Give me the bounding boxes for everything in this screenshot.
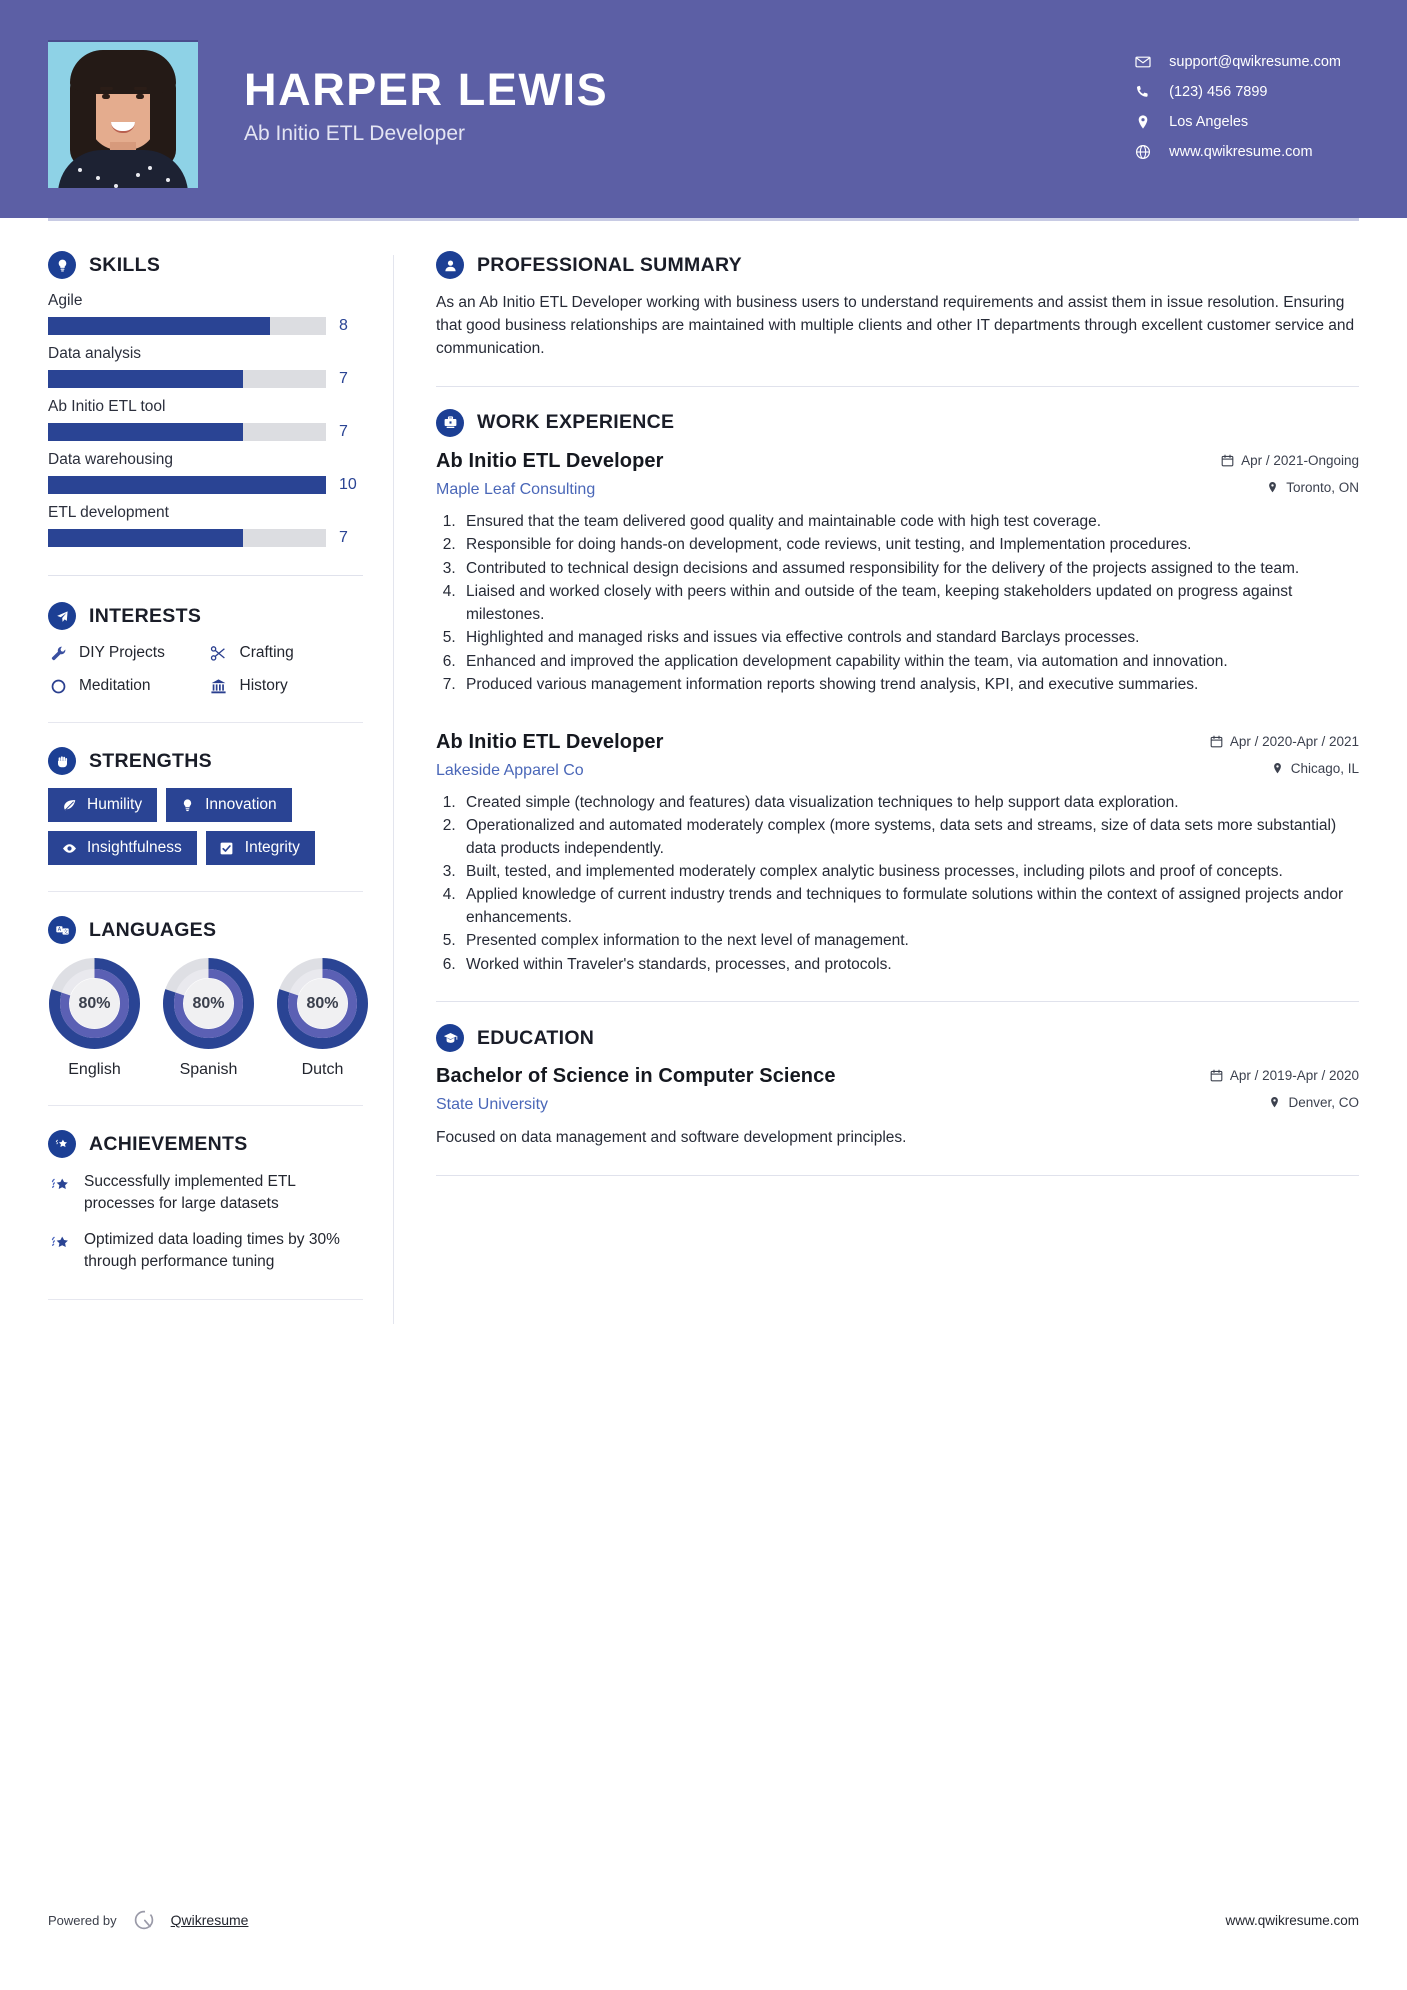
strength-pill-insightfulness	[48, 831, 197, 865]
paper-plane-icon	[48, 602, 76, 630]
education-location-text: Denver, CO	[1288, 1095, 1359, 1111]
language-label: Dutch	[301, 1061, 344, 1078]
school-name: State University	[436, 1096, 549, 1114]
strength-label: Insightfulness	[87, 839, 182, 856]
job-duty: 4. Applied knowledge of current industry trends and techniques to formulate solutions within the context of assigned projects andor enhancements.	[460, 884, 1359, 929]
skill-bar	[48, 476, 326, 494]
skill-label: Ab Initio ETL tool	[48, 398, 166, 415]
job-location	[1266, 480, 1359, 495]
contact-website-value: www.qwikresume.com	[1169, 144, 1313, 160]
job-duty: 6. Enhanced and improved the application development capability within the team, via automation and innovation.	[460, 651, 1359, 673]
skill-value: 7	[339, 529, 348, 546]
skill-bar	[48, 423, 326, 441]
language-donut	[276, 957, 369, 1050]
resume-header	[0, 0, 1407, 218]
job-duties	[460, 792, 1359, 977]
skill-value: 10	[339, 476, 357, 493]
interest-label: DIY Projects	[79, 644, 165, 661]
section-interests	[48, 602, 363, 696]
skill-item	[48, 451, 363, 494]
education-description: Focused on data management and software development principles.	[436, 1129, 907, 1147]
wrench-icon	[48, 643, 68, 663]
contact-phone[interactable]	[1135, 84, 1341, 100]
strengths-list	[48, 788, 363, 865]
job-duty: 5. Presented complex information to the next level of management.	[460, 930, 1359, 952]
map-pin-icon	[1266, 481, 1279, 494]
divider	[436, 386, 1359, 387]
footer	[48, 1906, 1359, 1934]
skill-item	[48, 504, 363, 547]
strength-pill-innovation	[166, 788, 292, 822]
section-title-experience: WORK EXPERIENCE	[477, 411, 675, 434]
job-duty: 4. Liaised and worked closely with peers within and outside of the team, keeping stakeholders updated on progress against milestones.	[460, 581, 1359, 626]
section-title-languages: LANGUAGES	[89, 918, 217, 941]
envelope-icon	[1135, 54, 1151, 70]
section-title-strengths: STRENGTHS	[89, 749, 212, 772]
skill-label: ETL development	[48, 504, 169, 521]
education-entry	[436, 1065, 1359, 1149]
job-dates-text: Apr / 2020-Apr / 2021	[1229, 733, 1359, 749]
leaf-icon	[60, 796, 78, 814]
star-icon	[48, 1173, 72, 1197]
circle-icon	[48, 676, 68, 696]
divider	[436, 1175, 1359, 1176]
education-dates	[1210, 1068, 1359, 1083]
skill-bar-fill	[48, 529, 243, 547]
main-column	[394, 221, 1359, 1324]
language-percent: 80%	[78, 994, 111, 1012]
job-duty: 5. Highlighted and managed risks and issues via effective controls and standard Barclays processes.	[460, 627, 1359, 649]
job-location-text: Toronto, ON	[1286, 479, 1359, 495]
bank-icon	[209, 676, 229, 696]
avatar	[48, 40, 198, 188]
contact-website[interactable]	[1135, 144, 1341, 160]
language-item	[276, 957, 369, 1079]
job-duty: 2. Operationalized and automated moderately complex (more systems, data sets and streams, size of data sets more substantial) data products independently.	[460, 815, 1359, 860]
section-achievements	[48, 1130, 363, 1273]
interest-item	[48, 643, 203, 663]
education-dates-text: Apr / 2019-Apr / 2020	[1229, 1068, 1359, 1084]
calendar-icon	[1221, 454, 1234, 467]
svg-text:文: 文	[62, 928, 68, 935]
skill-bar	[48, 529, 326, 547]
interest-item	[48, 676, 203, 696]
qwikresume-brand-link[interactable]: Qwikresume	[170, 1912, 249, 1928]
achievement-item	[48, 1171, 363, 1215]
section-title-skills: SKILLS	[89, 253, 161, 276]
job-role-subtitle: Ab Initio ETL Developer	[244, 122, 466, 146]
briefcase-icon	[436, 409, 464, 437]
phone-icon	[1135, 84, 1151, 100]
job-location	[1271, 761, 1359, 776]
section-title-achievements: ACHIEVEMENTS	[89, 1132, 248, 1155]
location-pin-icon	[1135, 114, 1151, 130]
job-company: Lakeside Apparel Co	[436, 761, 584, 779]
translate-icon	[48, 916, 76, 944]
svg-text:A: A	[57, 926, 61, 933]
language-item	[162, 957, 255, 1079]
job-duty: 3. Contributed to technical design decisions and assumed responsibility for the delivery of the projects assigned to the team.	[460, 558, 1359, 580]
skill-item	[48, 345, 363, 388]
skill-bar-fill	[48, 423, 243, 441]
spacer	[436, 703, 1359, 731]
degree-title: Bachelor of Science in Computer Science	[436, 1065, 836, 1088]
skill-bar-fill	[48, 317, 270, 335]
skill-bar-fill	[48, 476, 326, 494]
section-work-experience	[436, 409, 1359, 977]
user-circle-icon	[436, 251, 464, 279]
language-label: English	[68, 1061, 121, 1078]
job-duty: 3. Built, tested, and implemented moderately complex analytic business processes, including pilots and proof of concepts.	[460, 861, 1359, 883]
interest-item	[209, 676, 364, 696]
contact-email[interactable]	[1135, 54, 1341, 70]
skill-bar	[48, 317, 326, 335]
section-professional-summary	[436, 251, 1359, 361]
job-duty: 1. Ensured that the team delivered good quality and maintainable code with high test coverage.	[460, 511, 1359, 533]
job-entry	[436, 450, 1359, 697]
section-languages	[48, 916, 363, 1079]
job-entry	[436, 731, 1359, 977]
language-percent: 80%	[192, 994, 225, 1012]
summary-text: As an Ab Initio ETL Developer working with business users to understand requirements and assist them in issue resolution. Ensuring that good business relationships are maintained with multiple clients and other IT departments through excellent customer service and communication.	[436, 294, 1355, 357]
fist-icon	[48, 747, 76, 775]
section-title-education: EDUCATION	[477, 1026, 595, 1049]
strength-pill-integrity	[206, 831, 315, 865]
skill-item	[48, 398, 363, 441]
language-label: Spanish	[179, 1061, 238, 1078]
job-dates-text: Apr / 2021-Ongoing	[1241, 452, 1359, 468]
job-duty: 7. Produced various management information reports showing trend analysis, KPI, and executive summaries.	[460, 674, 1359, 696]
achievements-list	[48, 1171, 363, 1273]
education-list	[436, 1065, 1359, 1149]
skill-value: 7	[339, 423, 348, 440]
bulb-icon	[178, 796, 196, 814]
language-item	[48, 957, 141, 1079]
star-badge-icon	[48, 1130, 76, 1158]
divider	[48, 722, 363, 723]
job-duty: 1. Created simple (technology and features) data visualization techniques to help support data exploration.	[460, 792, 1359, 814]
eye-icon	[60, 839, 78, 857]
check-square-icon	[218, 839, 236, 857]
powered-by-label: Powered by	[48, 1912, 117, 1928]
interest-label: Meditation	[79, 677, 151, 694]
job-location-text: Chicago, IL	[1290, 760, 1359, 776]
contact-email-value: support@qwikresume.com	[1169, 54, 1341, 70]
language-donut	[162, 957, 255, 1050]
identity-block	[244, 63, 609, 153]
interests-grid	[48, 643, 363, 696]
achievement-item	[48, 1229, 363, 1273]
graduation-cap-icon	[436, 1024, 464, 1052]
contact-location	[1135, 114, 1341, 130]
strength-label: Integrity	[244, 839, 300, 856]
strength-label: Innovation	[205, 796, 277, 813]
job-dates	[1210, 734, 1359, 749]
skill-label: Data warehousing	[48, 451, 173, 468]
divider	[48, 1105, 363, 1106]
skill-bar	[48, 370, 326, 388]
section-skills	[48, 251, 363, 547]
map-pin-icon	[1268, 1096, 1281, 1109]
contact-list	[1135, 54, 1359, 164]
page-title: HARPER LEWIS	[244, 63, 609, 115]
job-title: Ab Initio ETL Developer	[436, 730, 664, 753]
achievement-text: Successfully implemented ETL processes for large datasets	[84, 1173, 296, 1212]
star-icon	[48, 1231, 72, 1255]
skills-list	[48, 292, 363, 547]
job-duty: 6. Worked within Traveler's standards, processes, and protocols.	[460, 954, 1359, 976]
strength-label: Humility	[87, 796, 143, 813]
globe-icon	[1135, 144, 1151, 160]
job-dates	[1221, 453, 1359, 468]
lightbulb-icon	[48, 251, 76, 279]
scissors-icon	[209, 643, 229, 663]
interest-item	[209, 643, 364, 663]
interest-label: Crafting	[239, 644, 294, 661]
section-strengths	[48, 747, 363, 865]
language-donut	[48, 957, 141, 1050]
section-title-interests: INTERESTS	[89, 604, 202, 627]
skill-item	[48, 292, 363, 335]
divider	[48, 1299, 363, 1300]
section-education	[436, 1024, 1359, 1149]
divider	[48, 891, 363, 892]
qwikresume-logo-icon	[130, 1906, 158, 1934]
skill-value: 8	[339, 317, 348, 334]
job-duties	[460, 511, 1359, 697]
sidebar	[48, 221, 393, 1324]
interest-label: History	[239, 677, 288, 694]
achievement-text: Optimized data loading times by 30% through performance tuning	[84, 1231, 340, 1270]
job-title: Ab Initio ETL Developer	[436, 449, 664, 472]
education-location	[1268, 1095, 1359, 1110]
divider	[48, 575, 363, 576]
calendar-icon	[1210, 735, 1223, 748]
skill-value: 7	[339, 370, 348, 387]
calendar-icon	[1210, 1069, 1223, 1082]
skill-label: Data analysis	[48, 345, 142, 362]
skill-bar-fill	[48, 370, 243, 388]
language-percent: 80%	[306, 994, 339, 1012]
strength-pill-humility	[48, 788, 157, 822]
footer-website[interactable]: www.qwikresume.com	[1225, 1912, 1359, 1928]
languages-list	[48, 957, 363, 1079]
section-title-summary: PROFESSIONAL SUMMARY	[477, 253, 742, 276]
jobs-list	[436, 450, 1359, 977]
job-duty: 2. Responsible for doing hands-on development, code reviews, unit testing, and Implementation procedures.	[460, 534, 1359, 556]
skill-label: Agile	[48, 292, 83, 309]
divider	[436, 1001, 1359, 1002]
contact-location-value: Los Angeles	[1169, 114, 1249, 130]
contact-phone-value: (123) 456 7899	[1169, 84, 1268, 100]
map-pin-icon	[1271, 762, 1284, 775]
job-company: Maple Leaf Consulting	[436, 480, 596, 498]
